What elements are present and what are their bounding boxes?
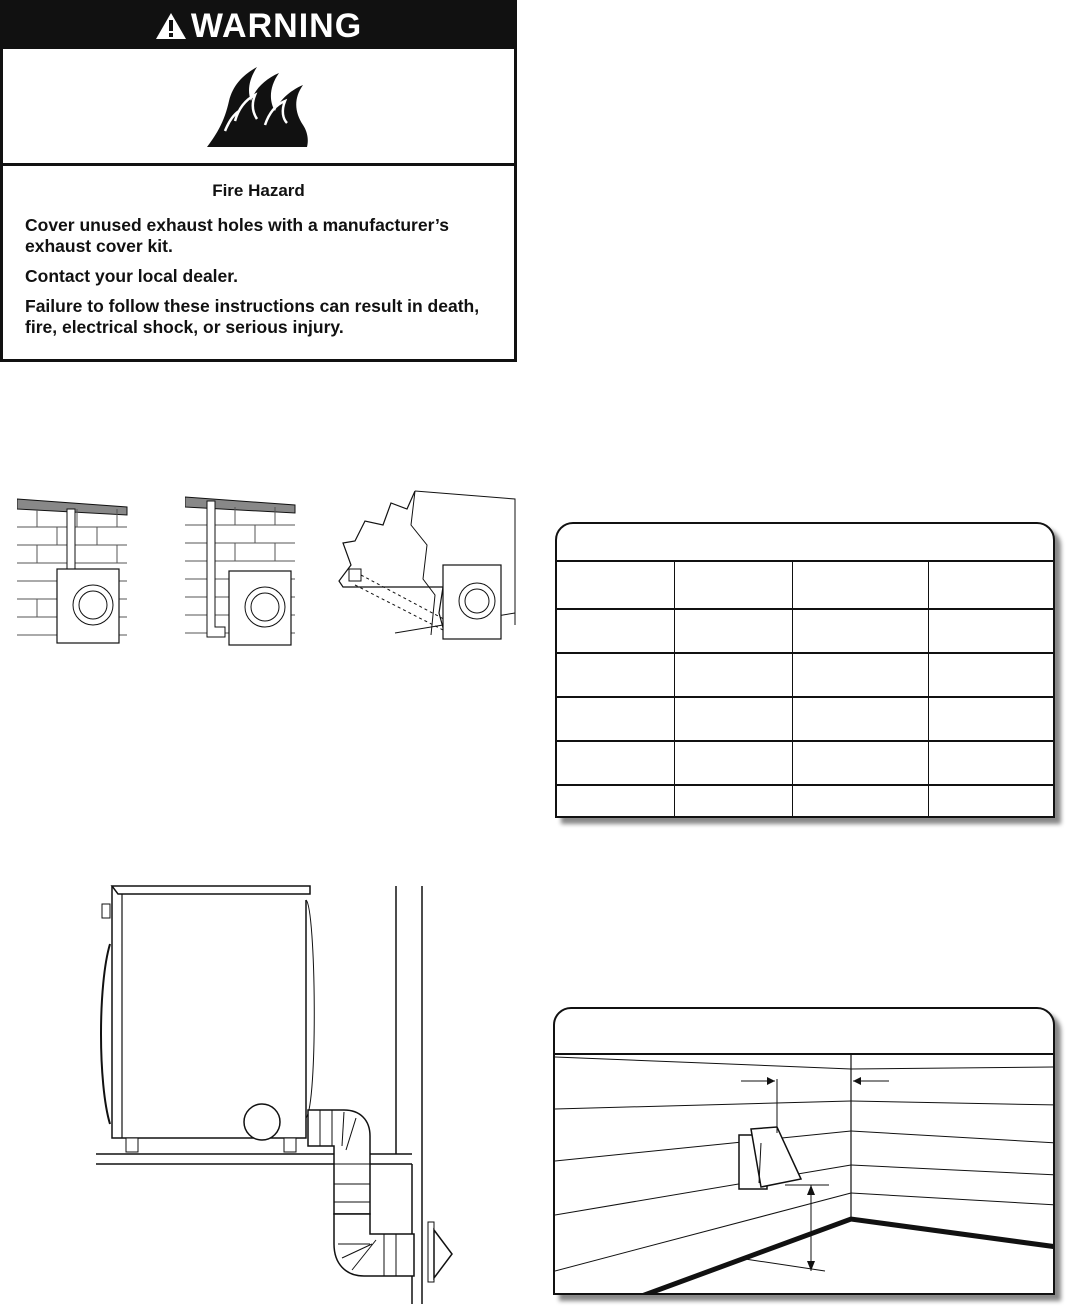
dryer-side-view-elbow-duct [94, 884, 464, 1304]
warning-line-1: Cover unused exhaust holes with a manufacturer’s exhaust cover kit. [25, 215, 449, 256]
spec-table-caption [557, 524, 1053, 562]
warning-title: Fire Hazard [212, 181, 305, 200]
dryer-brick-wall-vent-top [17, 487, 129, 647]
table-row [557, 562, 1053, 609]
exclamation-triangle-icon [155, 12, 187, 40]
table-row [557, 741, 1053, 785]
dryer-basement-wall-vent [335, 485, 517, 645]
warning-header-text: WARNING [190, 6, 363, 45]
warning-box [0, 0, 517, 362]
warning-header [3, 3, 514, 49]
fire-icon [199, 61, 319, 151]
warning-line-3: Failure to follow these instructions can result in death, fire, electrical shock, or serious injury. [25, 296, 480, 337]
warning-line-2: Contact your local dealer. [25, 266, 238, 286]
dryer-brick-wall-vent-side [185, 487, 297, 647]
warning-body [3, 166, 514, 338]
hood-box [553, 1007, 1055, 1295]
flame-panel [3, 49, 514, 166]
wall-exhaust-hood-corner [555, 1009, 1055, 1295]
spec-table-grid [557, 562, 1053, 818]
table-row [557, 609, 1053, 653]
table-row [557, 653, 1053, 697]
table-row [557, 785, 1053, 818]
table-row [557, 697, 1053, 741]
spec-table [555, 522, 1055, 818]
